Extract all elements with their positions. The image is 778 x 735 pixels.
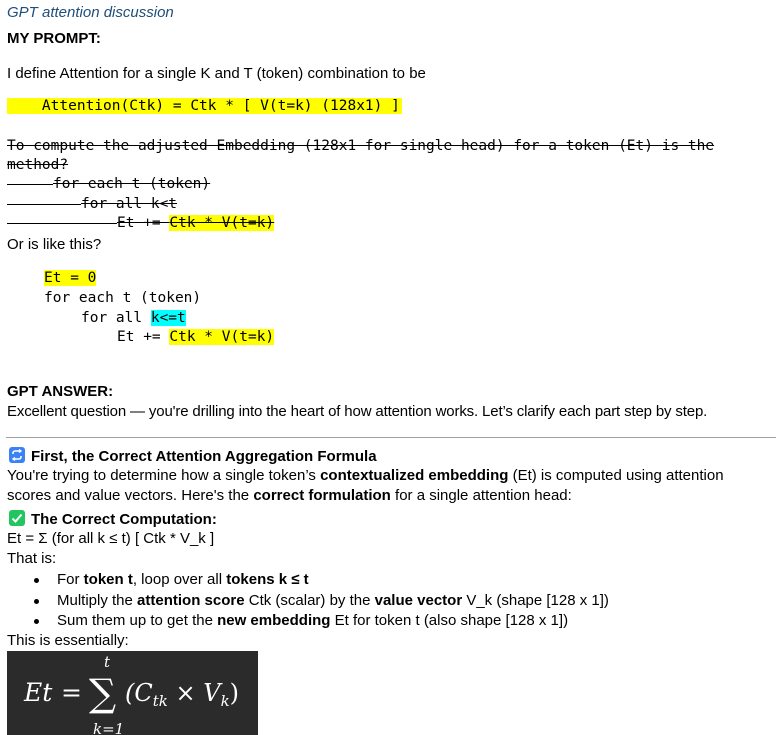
answer-heading: GPT ANSWER:	[7, 383, 114, 400]
formula-lhs: Et	[24, 678, 53, 707]
question-line-1: To compute the adjusted Embedding (128x1 for single head) for a token (Et) is the	[7, 138, 715, 154]
or-line: Or is like this?	[7, 236, 102, 253]
check-icon	[9, 510, 25, 526]
sum-formula: Et = Σ (for all k ≤ t) [ Ctk * V_k ]	[7, 530, 215, 547]
answer-intro: Excellent question — you're drilling into the heart of how attention works. Let’s clarify each part step by step.	[7, 403, 708, 420]
attention-formula: Attention(Ctk) = Ctk * [ V(t=k) (128x1) ]	[7, 98, 400, 114]
section-1-para-line-1: You're trying to determine how a single token’s contextualized embedding (Et) is computed using attention	[7, 467, 724, 484]
bullet-dot	[34, 599, 39, 604]
formula-eq: =	[61, 678, 82, 707]
strike-dash	[7, 204, 81, 205]
struck-loop-line-1: for each t (token)	[7, 176, 210, 192]
question-line-2: method?	[7, 157, 69, 173]
bullet-dot	[34, 619, 39, 624]
formula-image	[7, 651, 258, 735]
section-1-heading: First, the Correct Attention Aggregation Formula	[9, 447, 377, 465]
section-2-heading: The Correct Computation:	[9, 510, 217, 528]
formula-upper: t	[104, 653, 111, 671]
that-is: That is:	[7, 550, 57, 567]
bullet-item-2: Multiply the attention score Ctk (scalar) by the value vector V_k (shape [128 x 1])	[57, 592, 609, 609]
struck-loop-line-3: Et += Ctk * V(t=k)	[7, 215, 274, 231]
define-line: I define Attention for a single K and T (token) combination to be	[7, 65, 426, 82]
strike-dash	[7, 223, 117, 224]
code-line-1: Et = 0	[44, 270, 97, 286]
formula-sigma: ∑	[89, 671, 117, 715]
essentially-line: This is essentially:	[7, 632, 129, 649]
code-line-4: Et += Ctk * V(t=k)	[117, 329, 275, 345]
repeat-icon	[9, 447, 25, 463]
document-title: GPT attention discussion	[7, 4, 174, 21]
code-line-3: for all k<=t	[81, 310, 186, 326]
divider	[6, 437, 776, 438]
struck-loop-line-2: for all k<t	[7, 196, 177, 212]
section-1-para-line-2: scores and value vectors. Here's the correct formulation for a single attention head:	[7, 487, 572, 504]
formula-lower: k=1	[93, 720, 125, 735]
bullet-dot	[34, 578, 39, 583]
code-line-2: for each t (token)	[44, 290, 202, 306]
prompt-heading: MY PROMPT:	[7, 30, 101, 47]
formula-body: $(C_{tk} \times V_k)$	[125, 679, 240, 710]
bullet-item-1: For token t, loop over all tokens k ≤ t	[57, 571, 309, 588]
strike-dash	[7, 184, 53, 185]
bullet-item-3: Sum them up to get the new embedding Et for token t (also shape [128 x 1])	[57, 612, 569, 629]
